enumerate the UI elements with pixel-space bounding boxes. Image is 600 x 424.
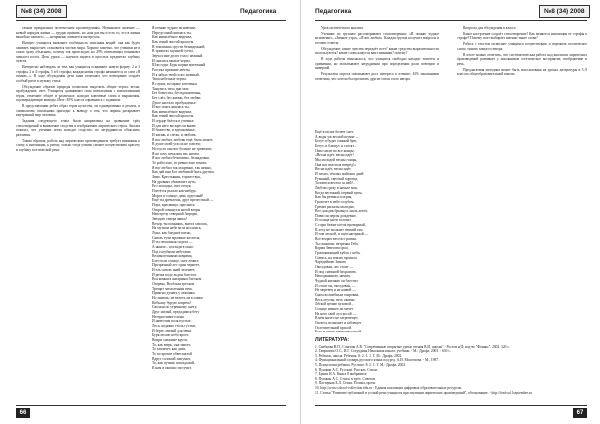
paragraph: Обсуждение образов природы позволило выделить общие черты: весна, пробуждение, свет. Учащиеся сравнивают свои впечатления с впечатлениями героя, отмечают общее и различное, находят ключевые слова и выражения, подтверждающие выводы. Итог: 85% класса справились с заданием. xyxy=(16,84,140,103)
poem-line: Когда весенний, первый гром, xyxy=(315,190,363,195)
poem-line: Рассеял прежние мечты, xyxy=(152,67,191,72)
poem-line: Нетерпеливого коня xyxy=(152,314,184,319)
poem-line: Вихри снежные крутя; xyxy=(152,337,188,342)
literature-item: 3. Ребенок, школа. Ребенок. 8: 2. 1. 1. Т. М.: Дрофа, 2002. xyxy=(315,353,403,358)
poem-line: Румяный, светлый хоровод xyxy=(315,176,358,181)
poem-line: И солнце нити золотит. xyxy=(315,218,352,223)
paragraph: Вопросы для обсуждения в классе. xyxy=(463,26,517,30)
poem-line: Но пусть она вас больше не тревожит; xyxy=(152,147,213,152)
literature-item: 6. Пушкин А.С. Русские. Рассказ. Стихи. xyxy=(315,367,378,372)
literature-item: 8. Пушкин А.С. Стихи. в трёх. Советов. xyxy=(315,376,376,381)
poem-line: Бегут и будят сонный брег, xyxy=(315,139,358,144)
poem-line: Весь опутан, весь окован xyxy=(315,297,355,302)
issue-label-left: №8 (34) 2008 xyxy=(16,8,67,20)
poem-line: Я помню чудное мгновенье: xyxy=(152,26,197,30)
poem-line: Ещё ты дремлешь, друг прелестный — xyxy=(152,198,214,203)
poem-line: Весна идёт, весна идёт, xyxy=(315,167,352,172)
literature-item: 1. Снебкова В.П., Сонская А.В. "Современные открытые уроки чтения В.И. школы" - Ростов н/Д: изд-во "Феникс", 2002. 320 с. xyxy=(315,344,510,349)
poem-line: Чародейкою Зимою xyxy=(315,260,346,265)
poem-line: Твои небесные черты. xyxy=(152,77,187,82)
poem-line: «Весна идёт, весна идёт! xyxy=(315,153,354,158)
poem-line: Под голубыми небесами xyxy=(152,249,191,254)
poem-line: Смеясь, на землю пролила. xyxy=(315,255,358,260)
poem-line: С горы бежит поток проворный, xyxy=(315,223,366,228)
poem-line: Мороз и солнце; день чудесный! xyxy=(152,193,204,198)
paragraph: В итоге можно отметить, что систематическая работа над анализом лирических произведений развивает у школьников эстетическое восприятие, воображение и речь. xyxy=(457,52,587,66)
left-text-column xyxy=(16,26,140,402)
poem-line: На дровнях обновляет путь; xyxy=(152,179,197,184)
poem-line: А воды уж весной шумят — xyxy=(315,134,360,139)
poem-line: И гам лесной, и шум нагорный — xyxy=(315,232,369,237)
poem-line: И жизнь, и слёзы, и любовь. xyxy=(152,133,197,138)
poem-line: Бегут, и блещут, и гласят... xyxy=(315,143,357,148)
poem-line: Зима. Крестьянин, торжествуя, xyxy=(152,175,201,179)
paragraph: Интерес учащихся вызывает особенность описания вещей: она как будто оживает, вырастает, становится частью мира. Хорошо заметно, что ученики не в силах сразу объяснить, почему так происходит, но 29% отвечающих понимают замысел поэта. Цель урока — научить видеть в простых предметах глубину чувств. xyxy=(16,40,140,64)
paragraph: В представлении ребят образ героя целостен, он одновременно и реален, и символичен; школьники приходят к выводу о том, что лирика раскрывает внутренний мир человека. xyxy=(16,104,140,118)
poem-line: Открой сомкнуты негой взоры xyxy=(152,207,201,212)
poem-line: Тянулись тихо дни мои xyxy=(152,86,189,91)
poem-line: Блестя на солнце, снег лежит; xyxy=(152,258,200,263)
poem-line: Скользя по утреннему снегу, xyxy=(152,305,198,310)
poem-line: Приятно думать у лежанки. xyxy=(152,291,196,296)
poem-line: Душе настало пробужденье: xyxy=(152,100,197,105)
poem-line: То, как зверь, она завоет, xyxy=(152,342,191,347)
section-title-left: Педагогика xyxy=(240,8,277,15)
poem-excerpt-right xyxy=(315,130,435,332)
poem-line: В нём ничто не затрепещет, xyxy=(315,316,359,321)
literature-section xyxy=(315,338,585,395)
poem-line: И стоит он, околдован, — xyxy=(315,283,356,288)
poem-line: Кормя Зевесова орла, xyxy=(315,246,349,251)
poem-line: Я не хочу печалить вас ничем. xyxy=(152,151,200,156)
poem-line: Я вас любил так искренно, так нежно, xyxy=(152,165,212,170)
page-number-left: 66 xyxy=(16,408,30,418)
poem-line: И под снежной бахромою, xyxy=(315,269,357,274)
issue-label-right: №8 (34) 2008 xyxy=(539,8,590,20)
poem-line: Вся комната янтарным блеском xyxy=(152,277,202,282)
poem-line: Они гласят во все концы: xyxy=(315,148,355,153)
page-number-right: 67 xyxy=(573,408,587,418)
poem-line: Повисли перлы дождевые, xyxy=(315,213,357,218)
paragraph: Предлагаемая методика может быть использована на уроках литературы в 5–9 классах общеобразовательной школы. xyxy=(457,67,587,77)
poem-line: Как мимолётное виденье, xyxy=(152,109,193,114)
poem-line: Вот дождик брызнул, пыль летит, xyxy=(315,209,368,214)
poem-line: Звучал мне долго голос нежный xyxy=(152,53,203,58)
poem-line: Всё вторит весело громам. xyxy=(315,237,357,242)
poem-line: Чудной жизнью он блестит. xyxy=(315,279,359,283)
poem-line: Звездою севера явись! xyxy=(152,216,188,221)
poem-line: Околдован, лес стоит — xyxy=(315,265,354,270)
poem-line: И вот опять явилась ты, xyxy=(152,105,190,110)
poem-line: Как дай вам Бог любимой быть другим. xyxy=(152,170,215,175)
poem-line: Как мимолётное виденье, xyxy=(152,35,193,40)
literature-item: 7. Бунин И.А. Книга 8 выбранное. xyxy=(315,372,368,377)
poem-line: Грохочет в небе голубом. xyxy=(315,199,355,204)
poem-line: И божество, и вдохновенье, xyxy=(152,128,196,133)
poem-line: Сквозь тучи мрачные желтела, xyxy=(152,235,201,240)
poem-line: К нам в окошко застучит. xyxy=(152,365,192,370)
section-title-right: Педагогика xyxy=(315,8,352,15)
poem-line: Его лошадка, снег почуя, xyxy=(152,184,192,189)
poem-line: Люблю грозу в начале мая, xyxy=(315,185,358,190)
paragraph: В ходе работы выяснилось, что учащиеся свободно находят эпитеты и сравнения, но испытывают затруднения при определении роли повторов и инверсий. xyxy=(315,57,439,71)
poem-line: В томленьях грусти безнадежной, xyxy=(152,44,206,49)
paragraph: Задания следующего этапа были направлены на сравнение трёх стихотворений и выявление сходства в изображении лирического героя. Анализ показал, что ученики легко находят сходство, но затрудняются объяснить различия. xyxy=(16,119,140,137)
poem-line: Передо мной явилась ты, xyxy=(152,30,192,35)
poem-line: Как бы резвяся и играя, xyxy=(315,195,353,200)
poem-line: В лесу не молкнет птичий гам, xyxy=(315,227,364,232)
paragraph: Обсуждение: какие чувства передаёт поэт? какие средства выразительности используются? какие слова кажутся вам главными? почему? xyxy=(315,46,439,56)
poem-line: То по кровле обветшалой xyxy=(152,351,192,356)
poem-line: Громокипящий кубок с неба, xyxy=(315,251,361,256)
poem-line: Кобылку бурую запречь? xyxy=(152,300,192,305)
poem-line: А нынче... погляди в окно: xyxy=(152,244,194,249)
poem-line: Гремят раскаты молодые, xyxy=(315,204,355,209)
poem-line: Буря мглою небо кроет, xyxy=(152,333,190,338)
poem-line: На мутном небе мгла носилась; xyxy=(152,226,202,231)
poem-line: И снились милые черты. xyxy=(152,58,191,63)
poem-line: Вечор, ты помнишь, вьюга злилась, xyxy=(152,221,209,226)
poem-line: В тревогах шумной суеты, xyxy=(152,49,194,54)
poem-line: Сном волшебным очарован, xyxy=(315,292,360,297)
poem-line: И ель сквозь иней зеленеет, xyxy=(152,268,196,273)
poem-line: Я вас любил: любовь ещё, быть может, xyxy=(152,137,214,142)
poem-line: На него свой луч косой — xyxy=(315,311,357,316)
poem-line: То, как путник запоздалый, xyxy=(152,361,195,366)
poem-line: Леса, недавно столь густые, xyxy=(152,324,196,328)
poem-line: То заплачет, как дитя, xyxy=(152,347,186,352)
literature-heading: ЛИТЕРАТУРА: xyxy=(315,337,350,343)
literature-item: 9. Пастернак Б.Л. Стихи. Поэмы, проза. xyxy=(315,381,376,386)
poem-line: Как гений чистой красоты. xyxy=(152,114,195,119)
right-page xyxy=(300,0,600,424)
poem-line: Ты скажешь: ветреная Геба, xyxy=(315,241,359,246)
right-text-column-2 xyxy=(457,26,587,332)
poem-line: Не мертвец и не живой — xyxy=(315,288,356,293)
poem-line: Озарена. Весёлым треском xyxy=(152,282,195,287)
literature-item: 2. Гаврилова О.С., И.Г. Сотрудник Начальная школа: учебник. - М.: Дрофа, 2003. - 630 с. xyxy=(315,349,451,354)
poem-line: Вдруг соломой зашумит, xyxy=(152,356,191,361)
poem-line: Плетётся рысью как-нибудь. xyxy=(152,188,197,193)
poem-line: Ослепительной красой. xyxy=(315,325,352,330)
header-rule-left xyxy=(16,20,286,21)
footer-rule-right xyxy=(315,405,587,406)
literature-list xyxy=(315,345,585,396)
poem-line: И берег, милый для меня. xyxy=(152,328,192,333)
poem-line: И ты печальная сидела — xyxy=(152,240,193,245)
paragraph: самым прекрасным поэтическим произведениям. Незнакомое явление — новый порядок жизни — трудно принять, но «как раз вы и есть то, что в жизни вашей не хватает», — неприязнь сменяется интересом. xyxy=(16,26,140,40)
poem-line: Луна, как бледное пятно, xyxy=(152,230,192,235)
paragraph: Таким образом, работа над лирическим произведением требует внимания к слову, к интонации, к ритму; только тогда ученик сможет почувствовать красоту и глубину поэтической речи. xyxy=(16,138,140,152)
poem-line: И речка подо льдом блестит. xyxy=(152,272,197,277)
poem-line: Она нас выслала вперёд!» xyxy=(315,162,356,167)
paragraph: Какое настроение создаёт стихотворение? Как меняется интонация от строфы к строфе? Почему поэт выбирает именно такие слова? xyxy=(457,31,587,41)
literature-item: 10. http://www.school-collection.edu.ru - Единая коллекция цифровых образовательных ресурсов. xyxy=(315,385,462,390)
footer-rule-left xyxy=(16,405,286,406)
poem-line: Трещит затопленная печь. xyxy=(152,286,193,291)
poem-line: Великолепными коврами, xyxy=(152,254,193,259)
poem-line: И я забыл твой голос нежный, xyxy=(152,72,200,77)
poem-line xyxy=(315,330,435,332)
poem-line: Друг милый, предадимся бегу xyxy=(152,310,200,315)
poem-line: Прозрачный лес один чернеет, xyxy=(152,263,200,268)
poem-line: В душе моей угасла не совсем; xyxy=(152,142,201,147)
poem-line: Лёгкой цепью пуховой... xyxy=(315,302,354,307)
poem-excerpt-left xyxy=(152,26,272,402)
poem-line: Я вас любил безмолвно, безнадежно, xyxy=(152,156,211,161)
literature-item: 4. Функциональный словарь русского языка под ред. А.И. Молоткова. - М., 1987. xyxy=(315,358,439,363)
poem-line: Мы молодой весны гонцы, xyxy=(315,157,358,162)
poem-line: Без слёз, без жизни, без любви. xyxy=(152,95,202,100)
poem-line: Навстречу северной Авроры, xyxy=(152,212,198,217)
poem-line: То робостью, то ревностью томим; xyxy=(152,161,207,166)
poem-line: Неподвижною, немою, xyxy=(315,274,352,279)
paragraph: Урок поэтического анализа. xyxy=(321,26,364,30)
poem-line: И навестим поля пустые, xyxy=(152,319,192,324)
paragraph: Интересно наблюдать за тем, как учащиеся осваивают новую форму: 2 и 3 строфы, 2 и 4 строфы, 5 и 6 строфы; каждая новая строфа начинается со слов «Я помню...». В ходе обсуждения дети сами отмечают, что повторение создаёт особый ритм и музыку стиха. xyxy=(16,65,140,83)
paragraph: Работа с текстом позволяет учащимся почувствовать и пережить поэтическое слово, понять замысел автора. xyxy=(457,42,587,51)
poem-line: Толпится весело за ней!.. xyxy=(315,181,355,186)
poem-line: В глуши, во мраке заточенья xyxy=(152,81,197,86)
poem-line: Пора, красавица, проснись: xyxy=(152,202,196,207)
poem-line: И сердце бьётся в упоенье, xyxy=(152,119,195,124)
paragraph: Результаты опроса показывают рост интереса к чтению: 43% школьников отметили, что хотели бы прочитать другие стихи этого автора. xyxy=(315,72,439,81)
header-rule-right xyxy=(315,20,587,21)
paragraph: Ученики по группам рассматривают стихотворения: «Я помню чудное мгновенье», «Зимнее утро», «Я вас любил». Каждая группа получает вопросы и готовит ответы. xyxy=(315,31,439,45)
poem-line: Шли годы. Бурь порыв мятежный xyxy=(152,63,206,68)
literature-item: 5. Психология ребенка. Русские: 8: 2. 1. Т. М.: Дрофа, 2002. xyxy=(315,362,406,367)
poem-line: Солнце зимнее ли мечет xyxy=(315,306,354,311)
poem-line: Без божества, без вдохновенья, xyxy=(152,91,201,96)
right-text-column xyxy=(315,26,439,128)
poem-line: Ещё в полях белеет снег, xyxy=(315,130,354,134)
poem-line: Но знаешь: не велеть ли в санки xyxy=(152,296,203,301)
poem-line: Он весь вспыхнет и заблещет xyxy=(315,320,362,325)
poem-line: Как гений чистой красоты. xyxy=(152,39,195,44)
literature-item: 11. Статья "Развитие публичной и устной речи учащихся при изучении лирических произведений", обоснование. - http://festival.1september.ru xyxy=(315,390,532,395)
poem-line: И тихих, тёплых майских дней xyxy=(315,171,364,176)
poem-line: И для него воскресли вновь xyxy=(152,123,196,128)
